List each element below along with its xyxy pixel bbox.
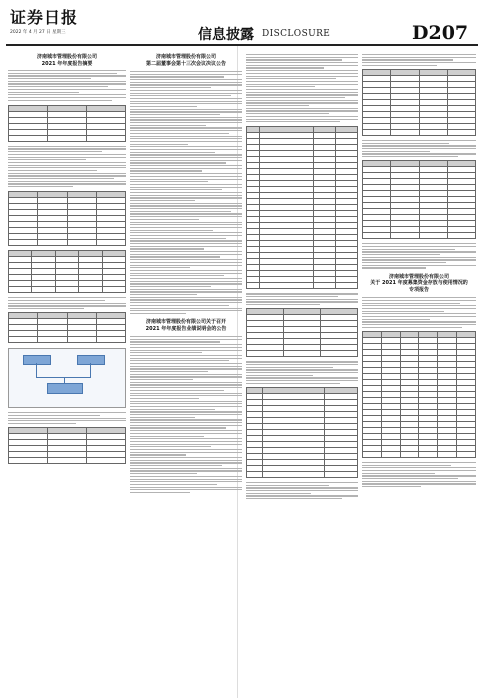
body-text: [8, 297, 126, 309]
article-title: 第二届董事会第十三次会议决议公告: [145, 60, 226, 67]
account-table: [362, 160, 476, 239]
article-fund-usage-header: [362, 274, 476, 294]
article-title: 关于 2021 年度募集资金存放与使用情况的: [370, 280, 468, 287]
newspaper-logo: 证券日报: [10, 8, 79, 27]
project-table: [246, 126, 358, 289]
fund-usage-table: [362, 331, 476, 458]
article-title-continued: 专项报告: [408, 286, 429, 293]
body-text: [362, 297, 476, 328]
article-briefing-notice-header: [130, 319, 242, 332]
summary-table: [8, 427, 126, 464]
ownership-structure-diagram: [8, 348, 126, 408]
column-annual-summary: [8, 50, 126, 690]
column-continuation: [246, 50, 358, 690]
date-line: 2022 年 4 月 27 日 星期三: [10, 30, 66, 35]
article-title: 2021 年年度报告业绩说明会的公告: [145, 325, 227, 332]
body-text: [362, 140, 476, 157]
page-number: D207: [412, 22, 469, 44]
proposal-table: [246, 387, 358, 478]
body-text: [8, 146, 126, 188]
body-text: [362, 462, 476, 487]
financial-table: [8, 191, 126, 246]
body-text: [246, 482, 358, 499]
section-title: 信息披露: [198, 27, 254, 43]
financial-table: [8, 105, 126, 142]
article-annual-summary-header: [8, 54, 126, 67]
article-board-resolution-header: [130, 54, 242, 67]
body-text: [362, 243, 476, 268]
body-text: [130, 71, 242, 314]
shareholder-table: [8, 250, 126, 293]
body-text: [8, 412, 126, 424]
column-board-resolution: [130, 50, 242, 690]
section-title-en: DISCLOSURE: [262, 29, 331, 39]
financial-table: [362, 69, 476, 136]
vote-table: [246, 308, 358, 357]
body-text: [362, 54, 476, 66]
masthead: [0, 0, 484, 44]
body-text: [246, 361, 358, 384]
body-text: [130, 336, 242, 493]
company-name: 济南城市管理股份有限公司: [155, 54, 216, 60]
body-text: [246, 54, 358, 122]
financial-table: [8, 312, 126, 343]
column-fund-usage: [362, 50, 476, 690]
company-name: 济南城市管理股份有限公司: [36, 54, 97, 60]
company-name: 济南城市管理股份有限公司关于召开: [145, 319, 226, 326]
body-text: [8, 70, 126, 101]
masthead-rule: [6, 44, 478, 46]
body-text: [246, 293, 358, 305]
company-name: 济南城市管理股份有限公司: [388, 273, 449, 280]
article-title: 2021 年年度报告摘要: [41, 60, 93, 67]
